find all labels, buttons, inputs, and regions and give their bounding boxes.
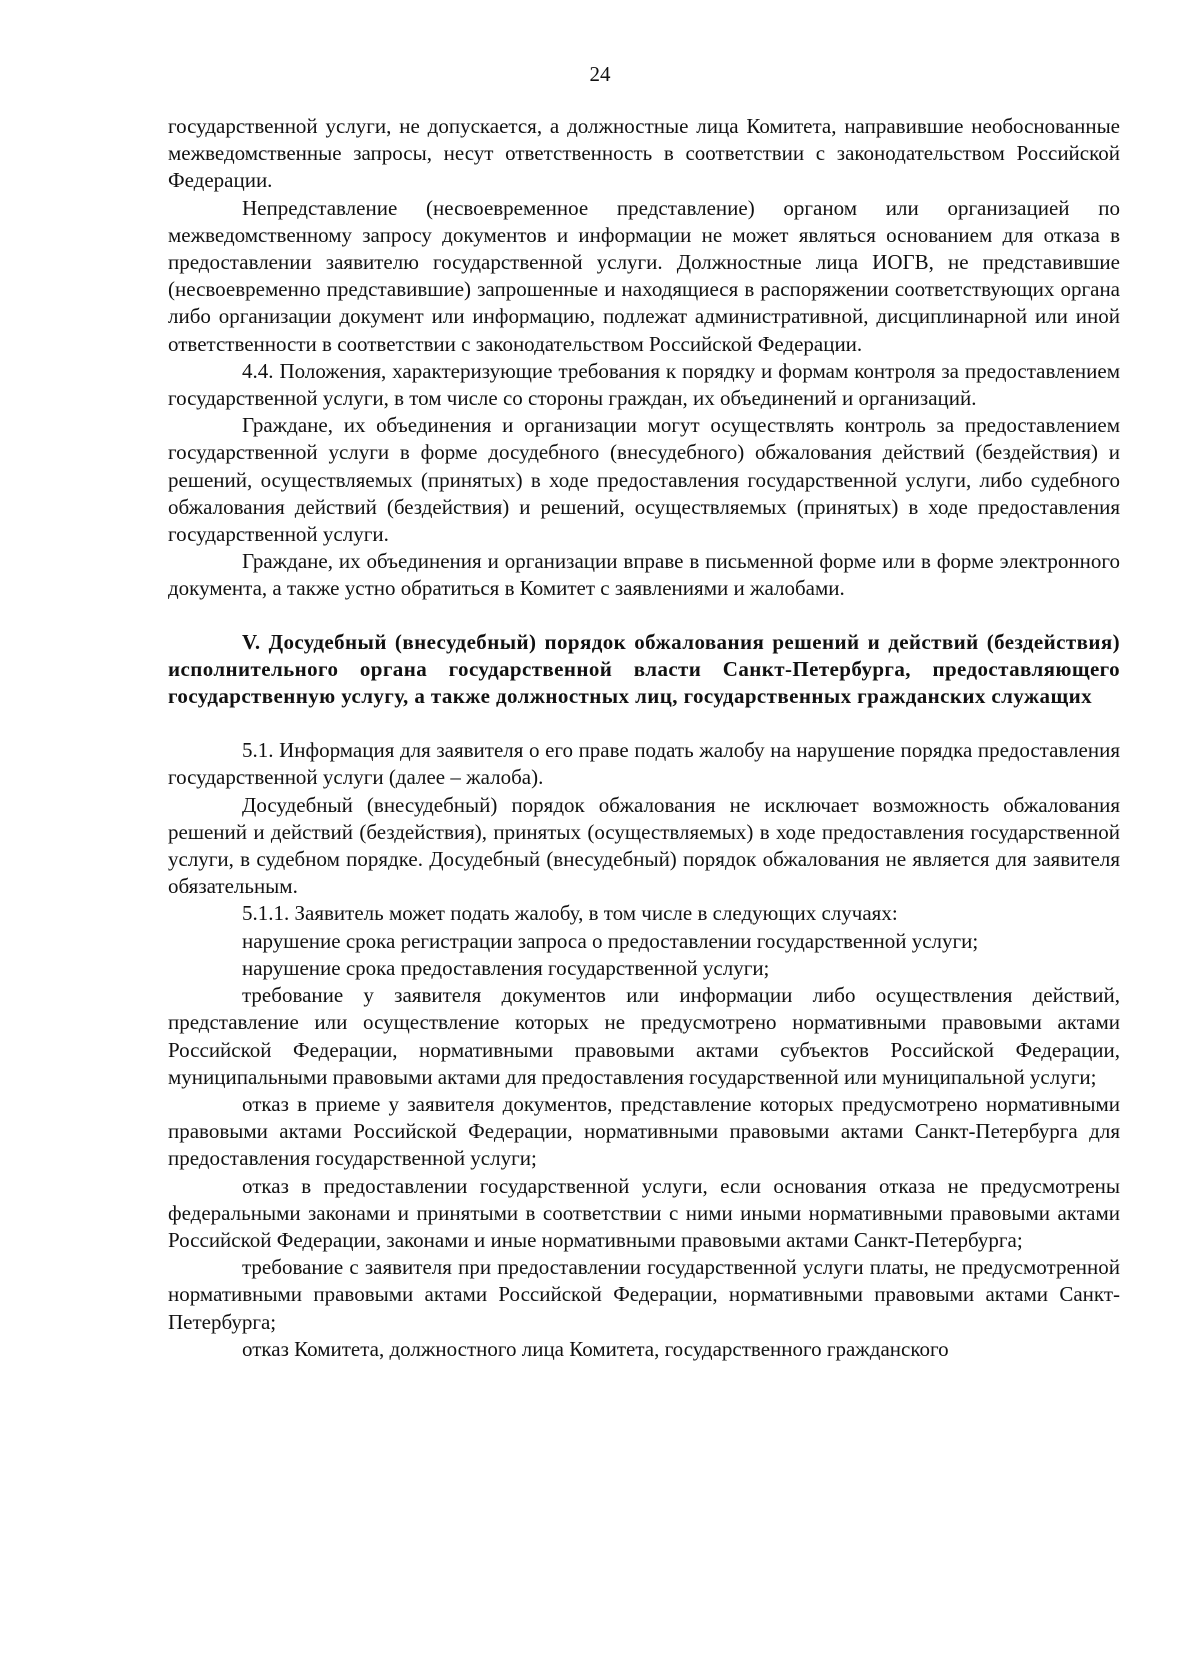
paragraph-5-1-1: 5.1.1. Заявитель может подать жалобу, в том числе в следующих случаях: bbox=[242, 901, 898, 926]
paragraph-5-1: 5.1. Информация для заявителя о его праве подать жалобу на нарушение порядка предоставления государственной услуги (далее – жалоба). bbox=[168, 738, 1120, 790]
paragraph-nonsubmission-liability: Непредставление (несвоевременное представление) органом или организацией по межведомственному запросу документов и информации не может являться основанием для отказа в предоставлении заявителю государственной услуги. Должностные лица ИОГВ, не представившие (несвоевременно представившие) запрошенные и находящиеся в распоряжении соответствующих органа либо организации документ или информацию, подлежат административной, дисциплинарной или иной ответственности в соответствии с законодательством Российской Федерации. bbox=[168, 195, 1120, 356]
paragraph-4-4: 4.4. Положения, характеризующие требования к порядку и формам контроля за предоставлением государственной услуги, в том числе со стороны граждан, их объединений и организаций. bbox=[168, 358, 1120, 411]
list-item-fee-requirement: требование с заявителя при предоставлении государственной услуги платы, не предусмотренной нормативными правовыми актами Российской Федерации, нормативными правовыми актами Санкт-Петербурга; bbox=[168, 1255, 1120, 1334]
document-body bbox=[168, 113, 1120, 1363]
list-item-refusal-committee: отказ Комитета, должностного лица Комитета, государственного гражданского bbox=[242, 1336, 949, 1361]
paragraph-pretrial-procedure: Досудебный (внесудебный) порядок обжалования не исключает возможность обжалования решений и действий (бездействия), принятых (осуществляемых) в ходе предоставления государственной услуги, в судебном порядке. Досудебный (внесудебный) порядок обжалования не является для заявителя обязательным. bbox=[168, 792, 1120, 899]
paragraph-citizens-control: Граждане, их объединения и организации могут осуществлять контроль за предоставлением государственной услуги в форме досудебного (внесудебного) обжалования действий (бездействия) и решений, осуществляемых (принятых) в ходе предоставления государственной услуги, либо судебного обжалования действий (бездействия) и решений, осуществляемых (принятых) в ходе предоставления государственной услуги. bbox=[168, 413, 1120, 547]
section-heading-v: V. Досудебный (внесудебный) порядок обжалования решений и действий (бездействия) исполнительного органа государственной власти Санкт-Петербурга, предоставляющего государственную услугу, а также должностных лиц, государственных гражданских служащих bbox=[168, 629, 1120, 709]
paragraph-continuation: государственной услуги, не допускается, а должностные лица Комитета, направившие необоснованные межведомственные запросы, несут ответственность в соответствии с законодательством Российской Федерации. bbox=[168, 114, 1120, 193]
paragraph-citizens-appeal: Граждане, их объединения и организации вправе в письменной форме или в форме электронного документа, а также устно обратиться в Комитет с заявлениями и жалобами. bbox=[168, 549, 1120, 601]
list-item-service-deadline: нарушение срока предоставления государственной услуги; bbox=[242, 955, 770, 980]
list-item-document-requirement: требование у заявителя документов или информации либо осуществления действий, представление или осуществление которых не предусмотрено нормативными правовыми актами Российской Федерации, нормативными правовыми актами субъектов Российской Федерации, муниципальными правовыми актами для предоставления государственной или муниципальной услуги; bbox=[168, 983, 1120, 1089]
list-item-refusal-service: отказ в предоставлении государственной услуги, если основания отказа не предусмотрены федеральными законами и принятыми в соответствии с ними иными нормативными правовыми актами Российской Федерации, законами и иные нормативными правовыми актами Санкт-Петербурга; bbox=[168, 1173, 1120, 1252]
list-item-registration-deadline: нарушение срока регистрации запроса о предоставлении государственной услуги; bbox=[242, 928, 979, 953]
page-number: 24 bbox=[589, 62, 611, 86]
list-item-refusal-acceptance: отказ в приеме у заявителя документов, представление которых предусмотрено нормативными правовыми актами Российской Федерации, нормативными правовыми актами Санкт-Петербурга для предоставления государственной услуги; bbox=[168, 1091, 1120, 1171]
